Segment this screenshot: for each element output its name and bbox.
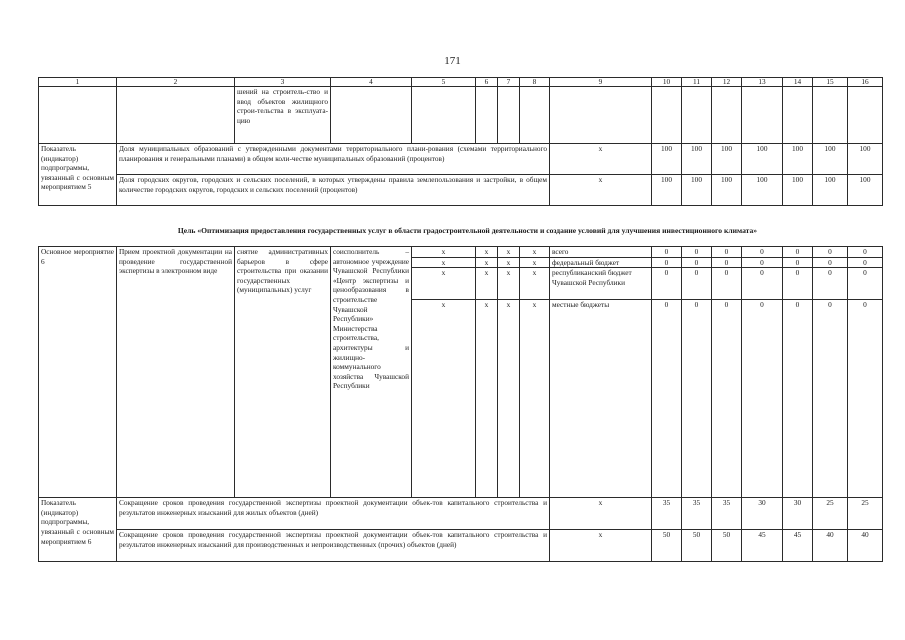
indicator-value: 50 [682,530,712,562]
funding-value: 0 [813,257,848,268]
goal-heading: Цель «Оптимизация предоставления государственных услуг в области градостроительной деятельности и создание условий для улучшения инвестиционного климата» [177,226,758,235]
col-number: 3 [235,78,331,87]
col-number: 8 [520,78,550,87]
indicator-row [39,175,883,206]
indicator-value: 100 [712,175,742,206]
continuation-text: шений на строитель-ство и ввод объектов жилищного строи-тельства в эксплуата-цию [235,87,331,144]
indicator-value: 100 [783,144,813,175]
indicator-col9: х [550,175,652,206]
funding-source: федеральный бюджет [550,257,652,268]
funding-mark: х [498,257,520,268]
funding-value: 0 [783,268,813,300]
funding-mark: х [476,300,498,498]
indicator-value: 100 [742,144,783,175]
indicator-value: 100 [652,144,682,175]
funding-value: 0 [682,257,712,268]
col-number: 16 [848,78,883,87]
funding-mark: х [476,268,498,300]
funding-value: 0 [742,257,783,268]
col-number: 2 [117,78,235,87]
funding-value: 0 [783,300,813,498]
funding-mark: х [498,300,520,498]
indicator-description: Доля муниципальных образований с утвержденными документами территориального плани-рования (схемами территориального планирования и генеральными планами) в общем коли-честве муниципальных образований (процентов) [117,144,550,175]
activity-label: Основное мероприятие 6 [39,247,117,498]
indicator-value: 100 [848,175,883,206]
indicator-value: 40 [813,530,848,562]
funding-row [39,247,883,258]
funding-value: 0 [652,247,682,258]
funding-value: 0 [652,268,682,300]
indicator-row [39,144,883,175]
indicators-table-top [38,77,883,206]
funding-mark: х [520,300,550,498]
col-number: 6 [476,78,498,87]
continuation-row [39,87,883,144]
indicator-value: 100 [813,175,848,206]
indicator-value: 30 [783,498,813,530]
col-number: 12 [712,78,742,87]
indicator-value: 50 [652,530,682,562]
funding-mark: х [498,268,520,300]
indicator-value: 25 [813,498,848,530]
funding-mark: х [476,257,498,268]
funding-value: 0 [813,268,848,300]
funding-source: местные бюджеты [550,300,652,498]
funding-mark: х [412,268,476,300]
funding-value: 0 [682,268,712,300]
funding-value: 0 [783,247,813,258]
funding-mark: х [412,257,476,268]
indicator-value: 25 [848,498,883,530]
funding-mark: х [412,247,476,258]
col-number: 5 [412,78,476,87]
indicator-label: Показатель (индикатор) подпрограммы, увязанный с основным мероприятием 6 [39,498,117,562]
funding-source: всего [550,247,652,258]
indicator-row [39,498,883,530]
activity-executor: соисполнитель – автономное учреждение Чувашской Республики «Центр экспертизы и ценообразования в строительстве Чувашской Республики» Министерства строительства, архитектуры и жилищно-коммунального хозяйства Чувашской Республики [331,247,412,498]
funding-value: 0 [813,300,848,498]
funding-mark: х [520,268,550,300]
indicator-col9: х [550,530,652,562]
col-number: 9 [550,78,652,87]
funding-value: 0 [652,257,682,268]
funding-source: республиканский бюджет Чувашской Республики [550,268,652,300]
page-number: 171 [444,55,461,67]
funding-value: 0 [742,300,783,498]
funding-value: 0 [813,247,848,258]
funding-value: 0 [742,247,783,258]
indicator-value: 100 [813,144,848,175]
indicator-description: Сокращение сроков проведения государственной экспертизы проектной документации объек-тов капитального строительства и результатов инженерных изысканий для производственных и непроизводственных (прочих) объектов (дней) [117,530,550,562]
funding-value: 0 [848,268,883,300]
indicator-value: 100 [682,175,712,206]
indicator-value: 35 [712,498,742,530]
funding-mark: х [520,257,550,268]
column-number-row [39,78,883,87]
col-number: 15 [813,78,848,87]
indicator-value: 100 [682,144,712,175]
col-number: 4 [331,78,412,87]
indicator-col9: х [550,498,652,530]
funding-value: 0 [848,257,883,268]
indicator-description: Сокращение сроков проведения государственной экспертизы проектной документации объек-тов капитального строительства и результатов инженерных изысканий для жилых объектов (дней) [117,498,550,530]
col-number: 11 [682,78,712,87]
col-number: 10 [652,78,682,87]
indicator-value: 50 [712,530,742,562]
funding-value: 0 [712,300,742,498]
col-number: 14 [783,78,813,87]
funding-value: 0 [712,247,742,258]
funding-value: 0 [848,300,883,498]
funding-mark: х [412,300,476,498]
funding-mark: х [520,247,550,258]
indicator-value: 45 [742,530,783,562]
indicator-value: 40 [848,530,883,562]
activity-table [38,246,883,562]
funding-value: 0 [682,300,712,498]
col-number: 13 [742,78,783,87]
funding-value: 0 [652,300,682,498]
funding-value: 0 [712,257,742,268]
indicator-value: 100 [712,144,742,175]
funding-mark: х [476,247,498,258]
funding-value: 0 [682,247,712,258]
activity-name: Прием проектной документации на проведение государственной экспертизы в электронном виде [117,247,235,498]
indicator-description: Доля городских округов, городских и сельских поселений, в которых утверждены правила землепользования и застройки, в общем количестве городских округов, городских и сельских поселений (процентов) [117,175,550,206]
col-number: 1 [39,78,117,87]
indicator-value: 100 [848,144,883,175]
indicator-value: 35 [682,498,712,530]
indicator-value: 100 [742,175,783,206]
indicator-value: 30 [742,498,783,530]
indicator-value: 100 [783,175,813,206]
funding-value: 0 [783,257,813,268]
funding-value: 0 [742,268,783,300]
indicator-value: 100 [652,175,682,206]
indicator-col9: х [550,144,652,175]
col-number: 7 [498,78,520,87]
indicator-row [39,530,883,562]
indicator-value: 45 [783,530,813,562]
funding-mark: х [498,247,520,258]
activity-goal-text: снятие административных барьеров в сфере строительства при оказании государственных (муниципальных) услуг [235,247,331,498]
indicator-value: 35 [652,498,682,530]
funding-value: 0 [712,268,742,300]
funding-value: 0 [848,247,883,258]
indicator-label: Показатель (индикатор) подпрограммы, увязанный с основным мероприятием 5 [39,144,117,206]
